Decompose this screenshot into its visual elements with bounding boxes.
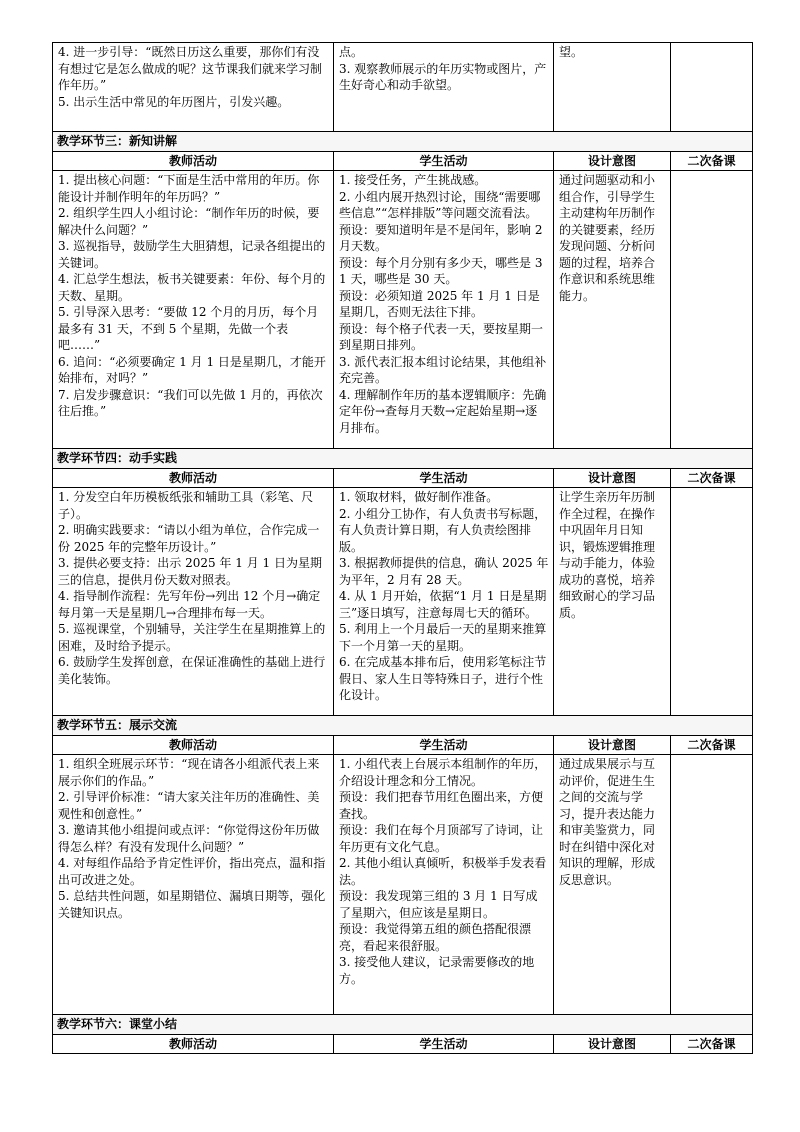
student-step: 4. 理解制作年历的基本逻辑顺序：先确定年份→查每月天数→定起始星期→逐月排布。	[339, 387, 547, 435]
student-step: 5. 利用上一个月最后一天的星期来推算下一个月第一天的星期。	[339, 622, 547, 653]
student-step: 预设：要知道明年是不是闰年，影响 2 月天数。	[339, 222, 543, 253]
revision-cell	[671, 488, 753, 716]
student-cell	[334, 43, 554, 132]
teacher-step: 5. 引导深入思考：“要做 12 个月的月历，每个月最多有 31 天，不到 5 个星期，先做一个表吧……”	[58, 305, 319, 352]
teacher-step: 5. 总结共性问题，如星期错位、漏填日期等，强化关键知识点。	[58, 889, 326, 920]
header-student: 学生活动	[334, 151, 554, 171]
intent-text: 让学生亲历年历制作全过程，在操作中巩固年月日知识，锻炼逻辑推理与动手能力，体验成功的喜悦，培养细致耐心的学习品质。	[559, 490, 656, 620]
section-title-row	[53, 132, 753, 152]
section-title: 教学环节四：动手实践	[53, 449, 753, 469]
column-header-row	[53, 151, 753, 171]
student-step: 6. 在完成基本排布后，使用彩笔标注节假日、家人生日等特殊日子，进行个性化设计。	[339, 655, 547, 702]
intent-cell	[554, 43, 671, 132]
intent-text: 望。	[559, 45, 584, 59]
teacher-cell	[53, 755, 334, 1015]
header-teacher: 教师活动	[53, 468, 334, 488]
column-header-row	[53, 735, 753, 755]
student-step: 1. 领取材料，做好制作准备。	[339, 490, 499, 504]
teacher-step: 1. 组织全班展示环节：“现在请各小组派代表上来展示你们的作品。”	[58, 757, 320, 788]
header-revision: 二次备课	[671, 735, 753, 755]
section-title-row	[53, 716, 753, 736]
teacher-step: 2. 明确实践要求：“请以小组为单位，合作完成一份 2025 年的完整年历设计。”	[58, 523, 320, 554]
column-header-row	[53, 1034, 753, 1054]
student-step: 1. 小组代表上台展示本组制作的年历，介绍设计理念和分工情况。	[339, 757, 547, 788]
header-intent: 设计意图	[554, 151, 671, 171]
header-intent: 设计意图	[554, 468, 671, 488]
header-student: 学生活动	[334, 1034, 554, 1054]
student-step: 3. 观察教师展示的年历实物或图片，产生好奇心和动手欲望。	[339, 61, 547, 92]
student-step: 预设：我觉得第五组的颜色搭配很漂亮，看起来很舒服。	[339, 922, 532, 953]
teacher-step: 1. 分发空白年历模板纸张和辅助工具（彩笔、尺子）。	[58, 490, 314, 521]
section-title-row	[53, 449, 753, 469]
student-step: 2. 其他小组认真倾听，积极举手发表看法。	[339, 856, 547, 887]
teacher-step: 3. 提供必要支持：出示 2025 年 1 月 1 日为星期三的信息，提供月份天数对照表。	[58, 556, 322, 587]
student-step: 预设：我们把春节用红色圈出来，方便查找。	[339, 790, 544, 821]
student-cell	[334, 488, 554, 716]
lesson-plan-table	[52, 42, 753, 1054]
content-row	[53, 488, 753, 716]
section-title: 教学环节三：新知讲解	[53, 132, 753, 152]
student-step: 预设：我发现第三组的 3 月 1 日写成了星期六，但应该是星期日。	[339, 889, 538, 920]
header-student: 学生活动	[334, 735, 554, 755]
teacher-step: 6. 追问：“必须要确定 1 月 1 日是星期几，才能开始排布，对吗？”	[58, 354, 326, 385]
intent-text: 通过成果展示与互动评价，促进生生之间的交流与学习，提升表达能力和审美鉴赏力，同时在纠错中深化对知识的理解，形成反思意识。	[559, 757, 656, 887]
student-cell	[334, 171, 554, 449]
student-step: 2. 小组分工协作，有人负责书写标题，有人负责计算日期，有人负责绘图排版。	[339, 506, 547, 554]
student-step: 预设：每个格子代表一天，要按星期一到星期日排列。	[339, 321, 544, 352]
header-teacher: 教师活动	[53, 1034, 334, 1054]
revision-cell	[671, 755, 753, 1015]
teacher-cell	[53, 171, 334, 449]
content-row	[53, 755, 753, 1015]
teacher-step: 4. 指导制作流程：先写年份→列出 12 个月→确定每月第一天是星期几→合理排布每一天。	[58, 589, 321, 620]
content-row	[53, 171, 753, 449]
teacher-cell	[53, 43, 334, 132]
header-revision: 二次备课	[671, 468, 753, 488]
header-intent: 设计意图	[554, 735, 671, 755]
section-title-row	[53, 1015, 753, 1035]
student-step: 预设：每个月分别有多少天，哪些是 31 天，哪些是 30 天。	[339, 255, 543, 286]
intent-cell	[554, 488, 671, 716]
student-step: 预设：我们在每个月顶部写了诗词，让年历更有文化气息。	[339, 823, 544, 854]
header-teacher: 教师活动	[53, 151, 334, 171]
teacher-step: 2. 组织学生四人小组讨论：“制作年历的时候，要解决什么问题？”	[58, 206, 320, 237]
column-header-row	[53, 468, 753, 488]
student-cell	[334, 755, 554, 1015]
continuation-row	[53, 43, 753, 132]
teacher-step: 5. 出示生活中常见的年历图片，引发兴趣。	[58, 94, 290, 109]
teacher-step: 4. 汇总学生想法，板书关键要素：年份、每个月的天数、星期。	[58, 272, 326, 303]
section-title: 教学环节六：课堂小结	[53, 1015, 753, 1035]
student-step: 3. 根据教师提供的信息，确认 2025 年为平年，2 月有 28 天。	[339, 556, 549, 587]
teacher-cell	[53, 488, 334, 716]
teacher-step: 3. 巡视指导，鼓励学生大胆猜想，记录各组提出的关键词。	[58, 239, 326, 270]
revision-cell	[671, 171, 753, 449]
section-title: 教学环节五：展示交流	[53, 716, 753, 736]
student-step: 1. 接受任务，产生挑战感。	[339, 173, 487, 187]
teacher-step: 1. 提出核心问题：“下面是生活中常用的年历。你能设计并制作明年的年历吗？”	[58, 173, 320, 204]
teacher-step: 6. 鼓励学生发挥创意，在保证准确性的基础上进行美化装饰。	[58, 655, 326, 686]
intent-text: 通过问题驱动和小组合作，引导学生主动建构年历制作的关键要素，经历发现问题、分析问题的过程，培养合作意识和系统思维能力。	[559, 173, 656, 303]
header-intent: 设计意图	[554, 1034, 671, 1054]
header-teacher: 教师活动	[53, 735, 334, 755]
teacher-step: 4. 进一步引导：“既然日历这么重要，那你们有没有想过它是怎么做成的呢？这节课我们就来学习制作年历。”	[58, 45, 323, 92]
header-student: 学生活动	[334, 468, 554, 488]
student-step: 点。	[339, 45, 364, 59]
intent-cell	[554, 171, 671, 449]
intent-cell	[554, 755, 671, 1015]
student-step: 3. 接受他人建议，记录需要修改的地方。	[339, 955, 535, 986]
student-step: 3. 派代表汇报本组讨论结果，其他组补充完善。	[339, 354, 547, 385]
teacher-step: 7. 启发步骤意识：“我们可以先做 1 月的，再依次往后推。”	[58, 387, 323, 418]
student-step: 2. 小组内展开热烈讨论，围绕“需要哪些信息”“怎样排版”等问题交流看法。	[339, 189, 541, 220]
student-step: 预设：必须知道 2025 年 1 月 1 日是星期几，否则无法往下排。	[339, 288, 540, 319]
student-step: 4. 从 1 月开始，依据“1 月 1 日是星期三”逐日填写，注意每周七天的循环。	[339, 589, 547, 620]
teacher-step: 3. 邀请其他小组提问或点评：“你觉得这份年历做得怎么样？有没有发现什么问题？”	[58, 823, 320, 854]
teacher-step: 2. 引导评价标准：“请大家关注年历的准确性、美观性和创意性。”	[58, 790, 320, 821]
header-revision: 二次备课	[671, 1034, 753, 1054]
teacher-step: 4. 对每组作品给予肯定性评价，指出亮点，温和指出可改进之处。	[58, 856, 326, 887]
header-revision: 二次备课	[671, 151, 753, 171]
revision-cell	[671, 43, 753, 132]
teacher-step: 5. 巡视课堂，个别辅导，关注学生在星期推算上的困难，及时给予提示。	[58, 622, 326, 653]
